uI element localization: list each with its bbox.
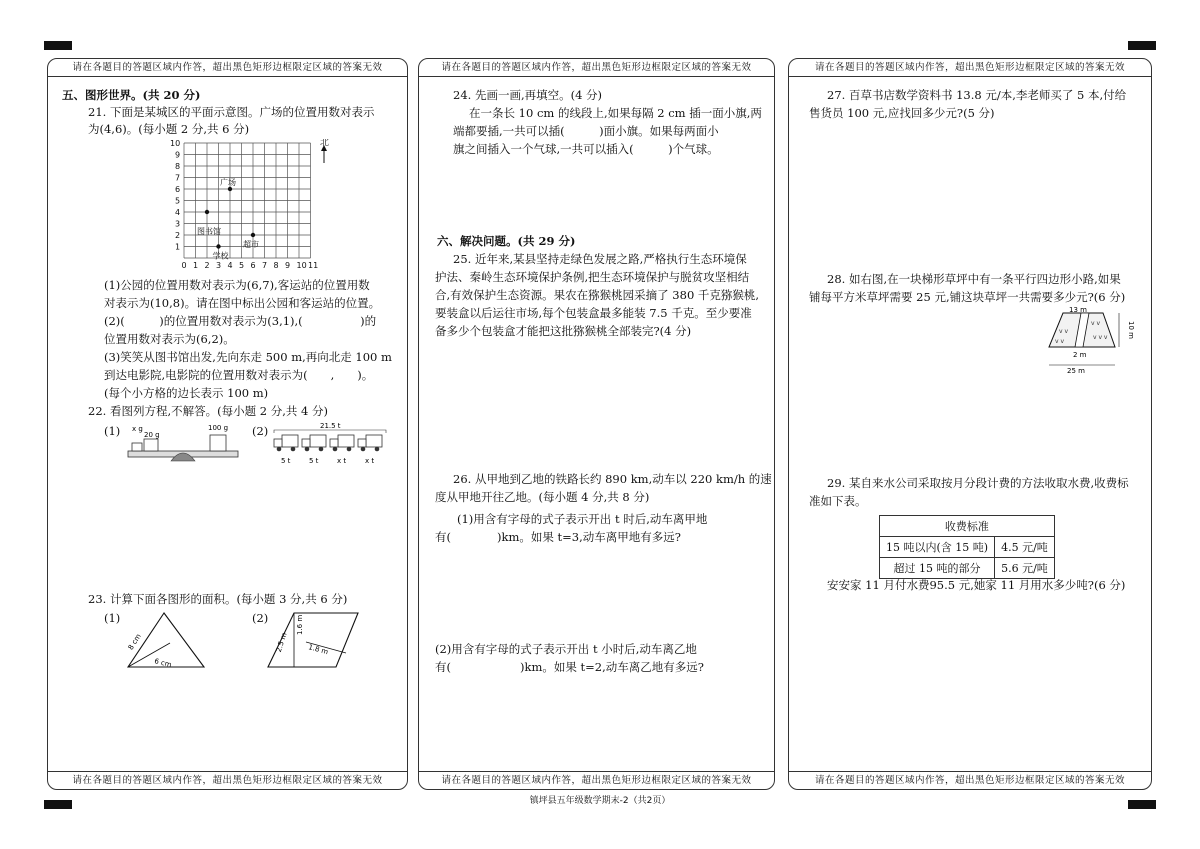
x-tick-label: 0	[181, 261, 187, 270]
q25-text: 护法、秦岭生态环境保护条例,把生态环境保护与脱贫攻坚相结	[435, 270, 750, 284]
place-point	[216, 244, 220, 248]
parallelogram-label-c: 1.8 m	[307, 643, 330, 657]
q24-text: 端都要插,一共可以插( )面小旗。如果每两面小	[453, 124, 719, 138]
q25-text: 25. 近年来,某县坚持走绿色发展之路,严格执行生态环境保	[453, 252, 747, 266]
x-tick-label: 4	[227, 261, 233, 270]
scale-label-20g: 20 g	[144, 431, 160, 439]
q24-text: 旗之间插入一个气球,一共可以插入( )个气球。	[453, 142, 719, 156]
x-tick-label: 7	[262, 261, 268, 270]
coordinate-grid	[154, 139, 354, 279]
middle-answer-panel	[418, 58, 775, 790]
q25-text: 要装盒以后运往市场,每个包装盒最多能装 7.5 千克。至少要准	[435, 306, 752, 320]
parallelogram-label-b: 1.6 m	[296, 614, 304, 635]
q25-text: 合,有效保护生态资源。果农在猕猴桃园采摘了 380 千克猕猴桃,	[435, 288, 760, 302]
truck-icon	[330, 435, 354, 451]
table-cell: 15 吨以内(含 15 吨)	[880, 537, 995, 558]
y-tick-label: 8	[175, 162, 181, 171]
q29-text: 准如下表。	[809, 494, 867, 508]
trucks-total-label: 21.5 t	[320, 422, 341, 430]
page-footer: 镇坪县五年级数学期末-2（共2页）	[529, 796, 671, 806]
bottom-notice: 请在各题目的答题区域内作答，超出黑色矩形边框限定区域的答案无效	[419, 771, 774, 789]
y-tick-label: 2	[175, 231, 181, 240]
triangle-label-a: 8 cm	[126, 632, 143, 652]
q25-text: 备多少个包装盒才能把这批猕猴桃全部装完?(4 分)	[435, 324, 692, 338]
x-tick-label: 9	[285, 261, 291, 270]
bottom-notice: 请在各题目的答题区域内作答，超出黑色矩形边框限定区域的答案无效	[789, 771, 1151, 789]
x-tick-label: 8	[273, 261, 279, 270]
svg-text:v v v: v v v	[1093, 334, 1108, 341]
left-answer-panel	[47, 58, 408, 790]
q21-text: 为(4,6)。(每小题 2 分,共 6 分)	[88, 122, 250, 136]
q22-part1-label: (1)	[104, 424, 121, 438]
trucks-figure	[270, 421, 390, 469]
truck-icon	[302, 435, 326, 451]
q28-text: 铺每平方米草坪需要 25 元,铺这块草坪一共需要多少元?(6 分)	[809, 290, 1126, 304]
q22-part2-label: (2)	[252, 424, 269, 438]
y-tick-label: 4	[175, 208, 181, 217]
place-label: 学校	[212, 251, 229, 261]
truck-label: 5 t	[281, 457, 291, 465]
truck-icon	[358, 435, 382, 451]
x-tick-label: 11	[308, 261, 319, 270]
q21-1-text: 对表示为(10,8)。请在图中标出公园和客运站的位置。	[104, 296, 381, 310]
x-tick-label: 1	[193, 261, 199, 270]
trapezoid-height-label: 10 m	[1127, 321, 1135, 339]
q21-1-text: (1)公园的位置用数对表示为(6,7),客运站的位置用数	[104, 278, 370, 292]
table-row	[880, 558, 1055, 579]
bottom-notice: 请在各题目的答题区域内作答，超出黑色矩形边框限定区域的答案无效	[48, 771, 407, 789]
x-tick-label: 5	[239, 261, 245, 270]
truck-label: x t	[365, 457, 375, 465]
scale-label-x: x g	[132, 425, 143, 433]
place-point	[228, 187, 232, 191]
y-tick-label: 1	[175, 242, 181, 252]
q23-part2-label: (2)	[252, 611, 269, 625]
y-tick-label: 3	[175, 219, 181, 229]
section-6-title: 六、解决问题。(共 29 分)	[437, 234, 576, 248]
top-notice: 请在各题目的答题区域内作答，超出黑色矩形边框限定区域的答案无效	[419, 59, 774, 77]
q26-1-text: 有( )km。如果 t=3,动车离甲地有多远?	[435, 530, 681, 544]
trapezoid-lawn-figure	[1045, 307, 1141, 375]
x-tick-label: 2	[204, 261, 210, 270]
balance-scale-figure	[124, 421, 244, 471]
svg-text:v v: v v	[1059, 328, 1069, 335]
section-5-title: 五、图形世界。(共 20 分)	[62, 88, 201, 102]
fee-table-header: 收费标准	[880, 516, 1055, 537]
parallelogram-label-a: 2.5 m	[274, 631, 289, 654]
q23-part1-label: (1)	[104, 611, 121, 625]
triangle-label-b: 6 cm	[153, 657, 173, 670]
q22-text: 22. 看图列方程,不解答。(每小题 2 分,共 4 分)	[88, 404, 328, 418]
x-tick-label: 6	[250, 261, 256, 270]
place-label: 图书馆	[197, 227, 221, 236]
table-row	[880, 537, 1055, 558]
registration-mark	[1128, 41, 1156, 50]
right-answer-panel	[788, 58, 1152, 790]
svg-text:v v: v v	[1055, 338, 1065, 345]
q21-3-text: (3)笑笑从图书馆出发,先向东走 500 m,再向北走 100 m	[104, 350, 392, 364]
place-point	[251, 233, 255, 237]
q29-text: 29. 某自来水公司采取按月分段计费的方法收取水费,收费标	[827, 476, 1129, 490]
truck-label: 5 t	[309, 457, 319, 465]
place-point	[205, 210, 209, 214]
truck-label: x t	[337, 457, 347, 465]
q21-3-text: 到达电影院,电影院的位置用数对表示为( , )。	[104, 368, 374, 382]
q29-text: 安安家 11 月付水费95.5 元,她家 11 月用水多少吨?(6 分)	[827, 578, 1126, 592]
q26-1-text: (1)用含有字母的式子表示开出 t 时后,动车离甲地	[457, 512, 708, 526]
y-tick-label: 10	[170, 139, 181, 148]
q21-3-text: (每个小方格的边长表示 100 m)	[104, 386, 269, 400]
registration-mark	[44, 41, 72, 50]
y-tick-label: 6	[175, 185, 181, 194]
q24-text: 24. 先画一画,再填空。(4 分)	[453, 88, 603, 102]
north-label: 北	[320, 139, 330, 148]
place-label: 广场	[220, 178, 236, 187]
y-tick-label: 9	[175, 150, 181, 160]
y-tick-label: 7	[175, 173, 181, 183]
top-notice: 请在各题目的答题区域内作答，超出黑色矩形边框限定区域的答案无效	[48, 59, 407, 77]
q27-text: 售货员 100 元,应找回多少元?(5 分)	[809, 106, 995, 120]
q26-text: 26. 从甲地到乙地的铁路长约 890 km,动车以 220 km/h 的速	[453, 472, 772, 486]
truck-icon	[274, 435, 298, 451]
place-label: 超市	[243, 240, 259, 249]
table-cell: 5.6 元/吨	[995, 558, 1055, 579]
q26-text: 度从甲地开往乙地。(每小题 4 分,共 8 分)	[435, 490, 650, 504]
q24-text: 在一条长 10 cm 的线段上,如果每隔 2 cm 插一面小旗,两	[469, 106, 762, 120]
parallelogram-figure	[264, 607, 364, 673]
x-tick-label: 3	[216, 261, 222, 270]
table-cell: 4.5 元/吨	[995, 537, 1055, 558]
trapezoid-top-label: 13 m	[1069, 307, 1087, 314]
water-fee-table	[879, 515, 1055, 579]
q21-text: 21. 下面是某城区的平面示意图。广场的位置用数对表示	[88, 105, 375, 119]
top-notice: 请在各题目的答题区域内作答，超出黑色矩形边框限定区域的答案无效	[789, 59, 1151, 77]
q21-2-text: (2)( )的位置用数对表示为(3,1),( )的	[104, 314, 377, 328]
y-tick-label: 5	[175, 196, 181, 206]
q26-2-text: (2)用含有字母的式子表示开出 t 小时后,动车离乙地	[435, 642, 697, 656]
q28-text: 28. 如右图,在一块梯形草坪中有一条平行四边形小路,如果	[827, 272, 1121, 286]
triangle-figure	[124, 607, 214, 673]
trapezoid-path-label: 2 m	[1073, 351, 1087, 359]
q21-2-text: 位置用数对表示为(6,2)。	[104, 332, 235, 346]
q26-2-text: 有( )km。如果 t=2,动车离乙地有多远?	[435, 660, 704, 674]
trapezoid-bottom-label: 25 m	[1067, 367, 1085, 375]
table-cell: 超过 15 吨的部分	[880, 558, 995, 579]
x-tick-label: 10	[296, 261, 307, 270]
q23-text: 23. 计算下面各图形的面积。(每小题 3 分,共 6 分)	[88, 592, 348, 606]
svg-text:v v: v v	[1091, 320, 1101, 327]
q27-text: 27. 百草书店数学资料书 13.8 元/本,李老师买了 5 本,付给	[827, 88, 1127, 102]
scale-label-100g: 100 g	[208, 424, 229, 432]
